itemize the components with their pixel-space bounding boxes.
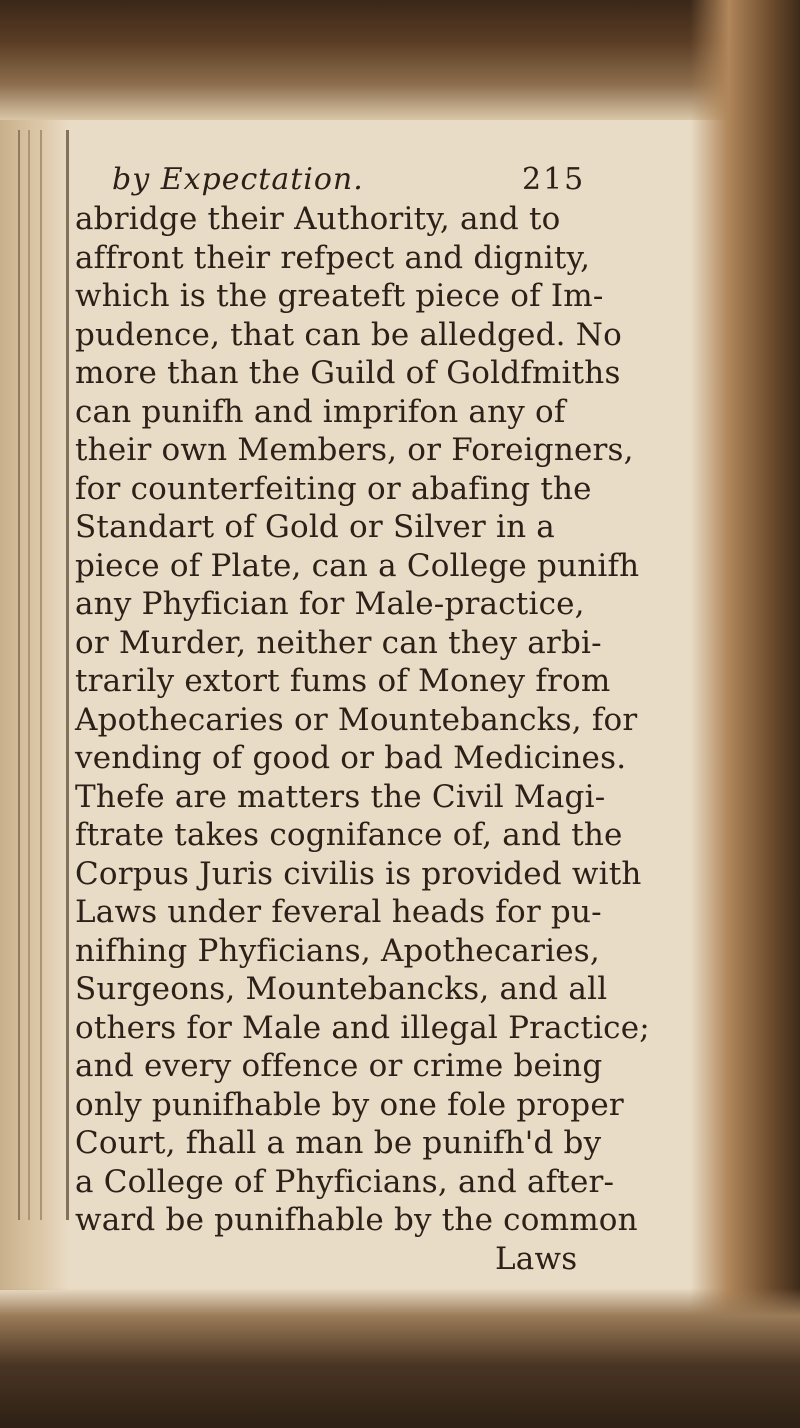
page-edge-line [18,130,20,1220]
text-line: abridge their Authority, and to [75,201,561,237]
text-line: more than the Guild of Goldfmiths [75,355,621,391]
page-edge-line [66,130,69,1220]
book-page [72,140,672,1278]
page-number: 215 [522,162,586,197]
page-edge-line [40,130,42,1220]
text-line: affront their refpect and dignity, [75,239,591,276]
page-stack-edge [0,120,70,1290]
text-line: which is the greateft piece of Im- [75,278,604,314]
text-line: Court, fhall a man be punifh'd by [75,1125,602,1161]
book-top-shadow [0,0,800,120]
text-line: ftrate takes cognifance of, and the [75,817,623,853]
catchword: Laws [495,1240,578,1277]
body-text [72,200,672,1278]
text-line: pudence, that can be alledged. No [75,316,622,353]
book-bottom-shadow [0,1288,800,1428]
text-line: and every offence or crime being [75,1048,603,1084]
text-line: Corpus Juris civilis is provided with [75,855,642,892]
text-line: Laws under feveral heads for pu- [75,894,602,930]
text-line: Apothecaries or Mountebancks, for [75,701,638,738]
text-line: Surgeons, Mountebancks, and all [75,971,608,1007]
page-edge-line [28,130,30,1220]
text-line: can punifh and imprifon any of [75,393,566,430]
text-line: or Murder, neither can they arbi- [75,624,602,661]
text-line: piece of Plate, can a College punifh [75,547,640,584]
text-line: a College of Phyficians, and after- [75,1163,615,1200]
book-right-shadow [690,0,800,1428]
text-line: their own Members, or Foreigners, [75,432,634,468]
running-head [72,140,672,197]
text-line: Thefe are matters the Civil Magi- [75,778,606,815]
text-line: nifhing Phyficians, Apothecaries, [75,932,600,969]
text-line: trarily extort fums of Money from [75,663,611,699]
text-line: any Phyfician for Male-practice, [75,586,585,622]
text-line: ward be punifhable by the common [75,1202,638,1238]
text-line: others for Male and illegal Practice; [75,1009,650,1046]
text-line: for counterfeiting or abafing the [75,470,592,507]
text-line: vending of good or bad Medicines. [75,740,627,776]
text-line: only punifhable by one fole proper [75,1086,624,1123]
running-title: by Expectation. [112,162,364,197]
text-line: Standart of Gold or Silver in a [75,509,555,545]
